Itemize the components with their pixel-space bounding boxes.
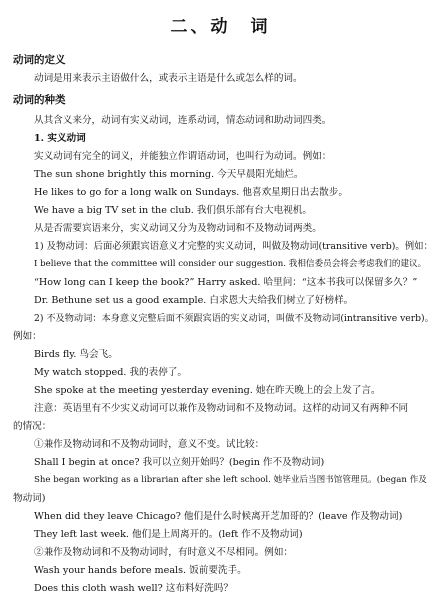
section-heading: 1. 实义动词: [34, 133, 86, 144]
example-line: Shall I begin at once? 我可以立刻开始吗？(begin 作不及物动词): [34, 457, 325, 468]
paragraph-line: 例如：: [13, 331, 42, 342]
example-line: I believe that the committee will consider our suggestion. 我相信委员会将会考虑我们的建议。: [34, 259, 427, 269]
example-line: He likes to go for a long walk on Sundays. 他喜欢星期日出去散步。: [34, 187, 348, 198]
example-line: When did they leave Chicago? 他们是什么时候离开芝加哥的？(leave 作及物动词): [34, 511, 403, 522]
page-title: 二、动 词: [170, 17, 271, 37]
note-line: 注意：英语里有不少实义动词可以兼作及物动词和不及物动词。这样的动词又有两种不同: [34, 403, 409, 414]
example-line: She spoke at the meeting yesterday evening. 她在昨天晚上的会上发了言。: [34, 385, 381, 396]
paragraph-line: ①兼作及物动词和不及物动词时，意义不变。试比较：: [34, 439, 265, 450]
example-line: They left last week. 他们是上周离开的。(left 作不及物动词): [34, 529, 303, 540]
definition-heading: 动词的定义: [13, 54, 66, 66]
example-line: Does this cloth wash well? 这布料好洗吗？: [34, 583, 233, 594]
paragraph-line: ②兼作及物动词和不及物动词时，有时意义不尽相同。例如：: [34, 547, 294, 558]
paragraph-line: 从其含义来分，动词有实义动词，连系动词，情态动词和助动词四类。: [34, 115, 332, 126]
example-line: We have a big TV set in the club. 我们俱乐部有台大电视机。: [34, 205, 312, 216]
example-line: Dr. Bethune set us a good example. 白求恩大夫给我们树立了好榜样。: [34, 295, 354, 306]
example-line: My watch stopped. 我的表停了。: [34, 367, 187, 378]
example-line: Wash your hands before meals. 饭前要洗手。: [34, 565, 247, 576]
example-line: “How long can I keep the book?” Harry asked. 哈里问：“这本书我可以保留多久？”: [34, 277, 418, 288]
paragraph-line: 2) 不及物动词：本身意义完整后面不须跟宾语的实义动词，叫做不及物动词(intransitive verb)。: [34, 313, 434, 324]
example-line: Birds fly. 鸟会飞。: [34, 349, 118, 360]
paragraph-line: 从是否需要宾语来分，实义动词又分为及物动词和不及物动词两类。: [34, 223, 322, 234]
paragraph-line: 1) 及物动词：后面必须跟宾语意义才完整的实义动词，叫做及物动词(transitive verb)。例如：: [34, 241, 433, 252]
example-line: The sun shone brightly this morning. 今天早晨阳光灿烂。: [34, 169, 304, 180]
example-line: 物动词): [13, 493, 46, 504]
example-line: She began working as a librarian after she left school. 她毕业后当图书馆管理员。(began 作及: [34, 475, 427, 485]
types-heading: 动词的种类: [13, 94, 66, 106]
paragraph-line: 实义动词有完全的词义，并能独立作谓语动词，也叫行为动词。例如：: [34, 151, 332, 162]
note-line: 的情况：: [13, 421, 52, 432]
definition-text: 动词是用来表示主语做什么，或表示主语是什么或怎么样的词。: [34, 73, 303, 84]
